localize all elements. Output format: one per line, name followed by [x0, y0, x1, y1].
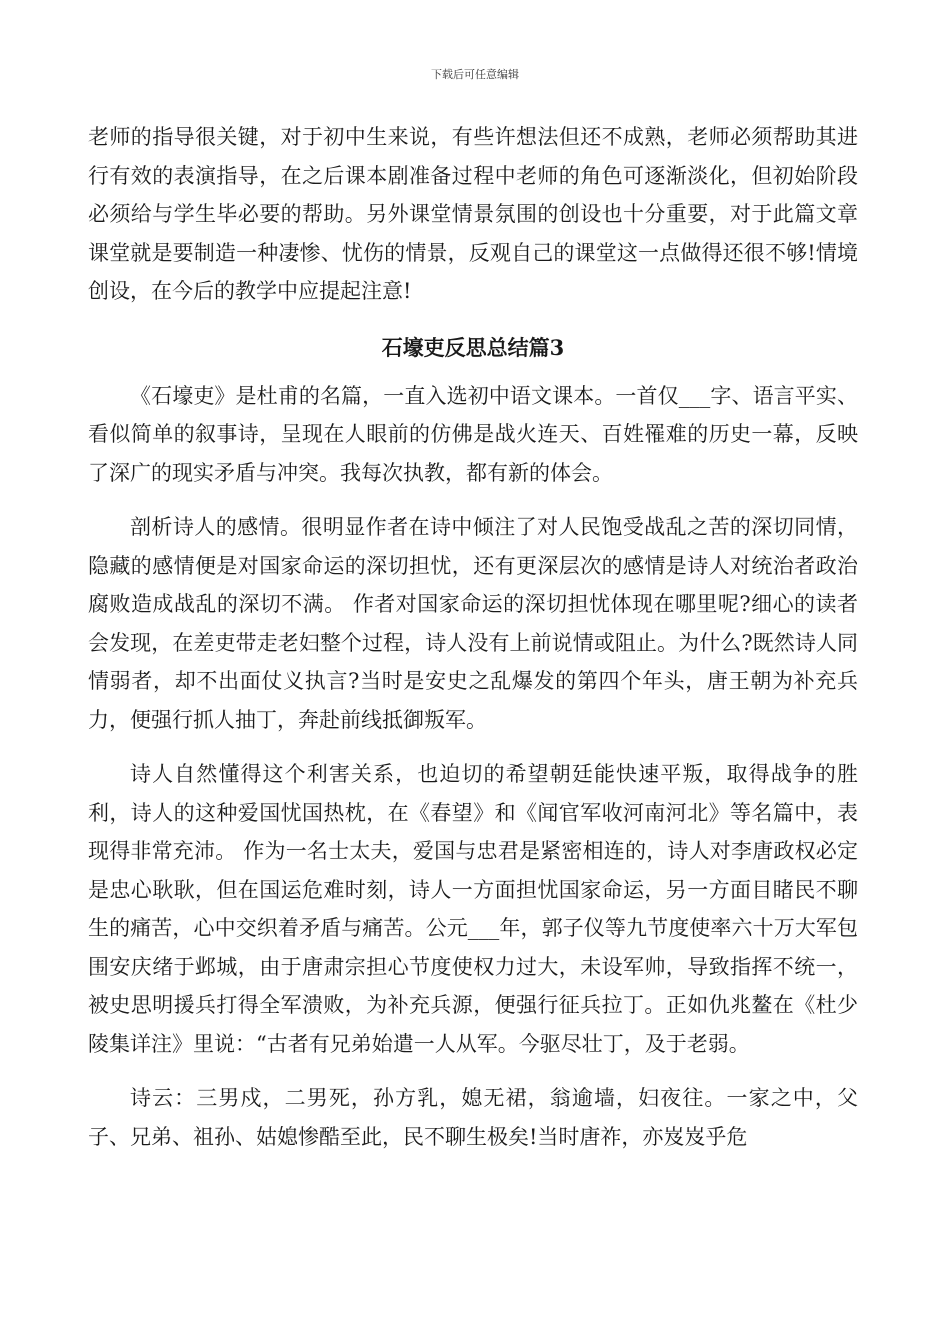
- paragraph-3: 诗人自然懂得这个利害关系，也迫切的希望朝廷能快速平叛，取得战争的胜利，诗人的这种爱国忧国热枕，在《春望》和《闻官军收河南河北》等名篇中，表现得非常充沛。 作为一名士太夫，爱国与忠君是紧密相连的，诗人对李唐政权必定是忠心耿耿，但在国运危难时刻，诗人一方面担忧国家命运，另一方面目睹民不聊生的痛苦，心中交织着矛盾与痛苦。公元___年，郭子仪等九节度使率六十万大军包围安庆绪于邺城，由于唐肃宗担心节度使权力过大，未设军帅，导致指挥不统一，被史思明援兵打得全军溃败，为补充兵源，便强行征兵拉丁。正如仇兆鳌在《杜少陵集详注》里说：“古者有兄弟始遣一人从军。今驱尽壮丁，及于老弱。: [88, 762, 858, 1056]
- document-body: [88, 118, 858, 1156]
- paragraph-spacer: [88, 739, 858, 755]
- paragraph-spacer: [88, 1063, 858, 1079]
- paragraph-intro: 老师的指导很关键，对于初中生来说，有些许想法但还不成熟，老师必须帮助其进行有效的表演指导，在之后课本剧准备过程中老师的角色可逐渐淡化，但初始阶段必须给与学生毕必要的帮助。另外课堂情景氛围的创设也十分重要，对于此篇文章课堂就是要制造一种凄惨、忧伤的情景，反观自己的课堂这一点做得还很不够!情境创设，在今后的教学中应提起注意!: [88, 125, 858, 303]
- paragraph-4: 诗云：三男戍，二男死，孙方乳，媳无裙，翁逾墙，妇夜往。一家之中，父子、兄弟、祖孙、姑媳惨酷至此，民不聊生极矣!当时唐祚，亦岌岌乎危: [88, 1086, 858, 1149]
- paragraph-2: 剖析诗人的感情。很明显作者在诗中倾注了对人民饱受战乱之苦的深切同情，隐藏的感情便是对国家命运的深切担忧，还有更深层次的感情是诗人对统治者政治腐败造成战乱的深切不满。 作者对国家命运的深切担忧体现在哪里呢?细心的读者会发现，在差吏带走老妇整个过程，诗人没有上前说情或阻止。为什么?既然诗人同情弱者，却不出面仗义执言?当时是安史之乱爆发的第四个年头，唐王朝为补充兵力，便强行抓人抽丁，奔赴前线抵御叛军。: [88, 515, 858, 732]
- paragraph-1: 《石壕吏》是杜甫的名篇，一直入选初中语文课本。一首仅___字、语言平实、看似简单的叙事诗，呈现在人眼前的仿佛是战火连天、百姓罹难的历史一幕，反映了深广的现实矛盾与冲突。我每次执教，都有新的体会。: [88, 383, 858, 485]
- section-title: 石壕吏反思总结篇3: [381, 334, 565, 360]
- paragraph-spacer: [88, 492, 858, 508]
- header-note: 下载后可任意编辑: [431, 68, 519, 81]
